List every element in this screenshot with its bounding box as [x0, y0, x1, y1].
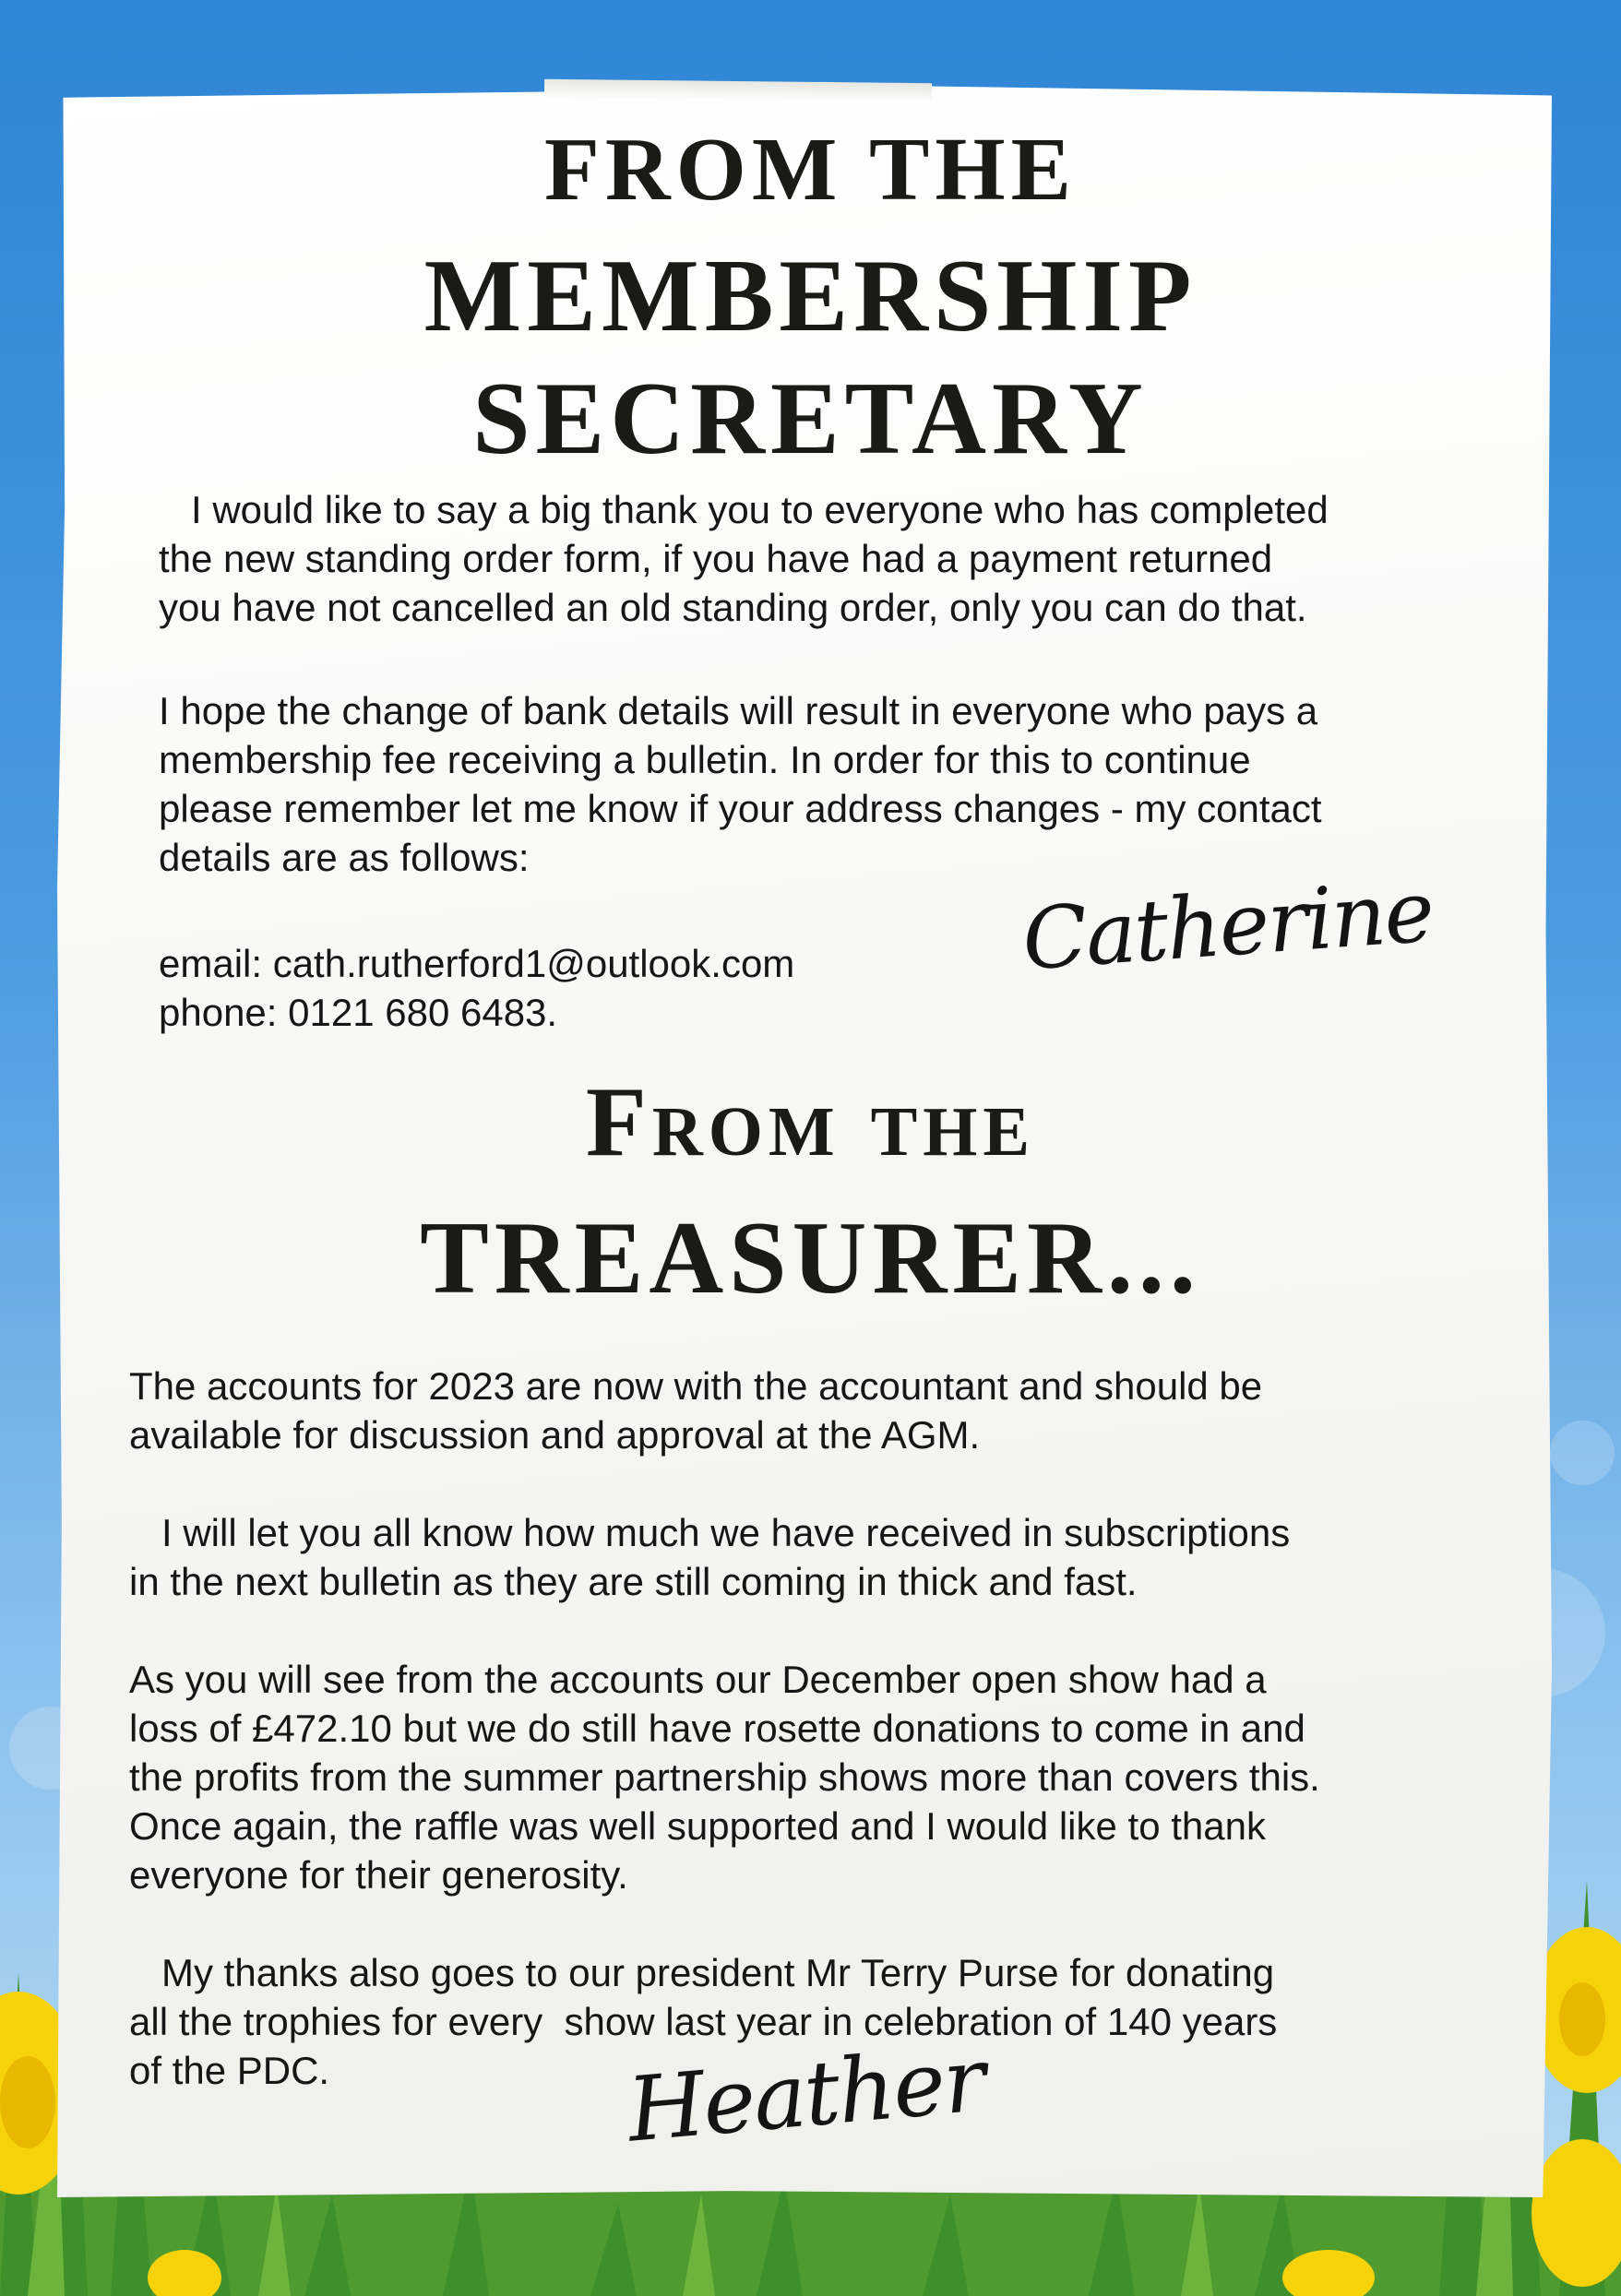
text-line: As you will see from the accounts our December open show had a [129, 1658, 1267, 1701]
text-line: I hope the change of bank details will result in everyone who pays a [159, 689, 1318, 732]
text-line: everyone for their generosity. [129, 1853, 628, 1897]
text-line: you have not cancelled an old standing order, only you can do that. [159, 586, 1307, 629]
text-line: The accounts for 2023 are now with the accountant and should be [129, 1364, 1263, 1408]
signature-heather: Heather [623, 2028, 989, 2162]
membership-title-line3: SECRETARY [472, 362, 1149, 476]
text-line: all the trophies for every show last year in celebration of 140 years [129, 2000, 1278, 2043]
membership-title-line2: MEMBERSHIP [423, 239, 1198, 353]
text-line: available for discussion and approval at the AGM. [129, 1413, 981, 1457]
paper-fold [544, 79, 932, 103]
text-line: I will let you all know how much we have received in subscriptions [129, 1511, 1291, 1554]
text-line: membership fee receiving a bulletin. In order for this to continue [159, 738, 1251, 781]
text-line: details are as follows: [159, 836, 530, 879]
text-line: My thanks also goes to our president Mr Terry Purse for donating [129, 1951, 1275, 1994]
text-line: Once again, the raffle was well supported and I would like to thank [129, 1804, 1266, 1848]
text-line: of the PDC. [129, 2049, 330, 2092]
text-line: in the next bulletin as they are still coming in thick and fast. [129, 1560, 1138, 1603]
treasurer-title-line1: From the [585, 1067, 1036, 1177]
text-line: please remember let me know if your address changes - my contact [159, 787, 1322, 830]
membership-title-line1: FROM THE [543, 120, 1078, 220]
signature-catherine: Catherine [1019, 862, 1436, 990]
text-line: I would like to say a big thank you to everyone who has completed [159, 488, 1329, 531]
text-line: the new standing order form, if you have had a payment returned [159, 537, 1273, 580]
text-line: loss of £472.10 but we do still have rosette donations to come in and [129, 1707, 1305, 1750]
text-line: the profits from the summer partnership shows more than covers this. [129, 1755, 1320, 1799]
contact-email: email: cath.rutherford1@outlook.com [159, 942, 795, 985]
contact-phone: phone: 0121 680 6483. [159, 991, 558, 1034]
treasurer-title-line2: TREASURER... [420, 1201, 1201, 1315]
sky-bokeh [1550, 1421, 1615, 1485]
